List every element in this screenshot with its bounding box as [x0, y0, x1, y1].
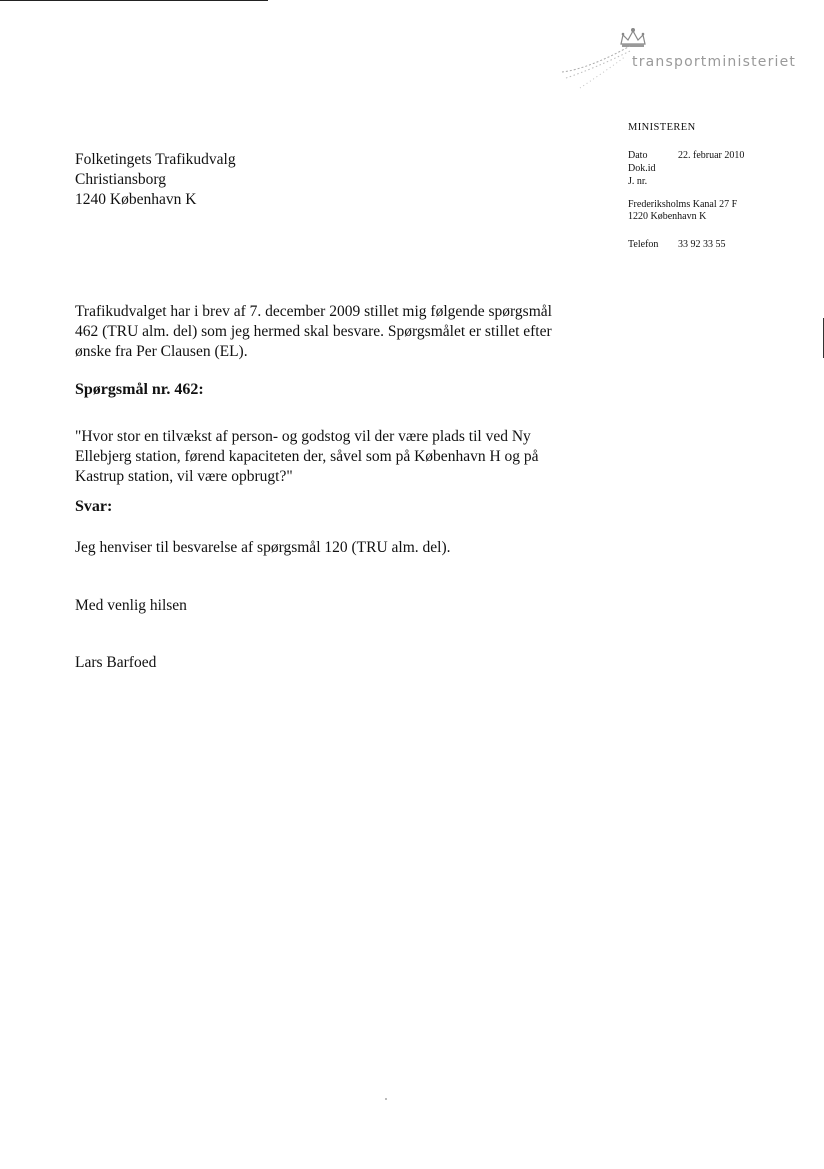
- logo-wordmark: transportministeriet: [632, 54, 797, 70]
- date-label: Dato: [628, 150, 648, 161]
- intro-line3: ønske fra Per Clausen (EL).: [75, 343, 248, 360]
- phone-value: 33 92 33 55: [678, 239, 726, 250]
- answer-text: Jeg henviser til besvarelse af spørgsmål 120 (TRU alm. del).: [75, 539, 451, 556]
- recipient-line1: Folketingets Trafikudvalg: [75, 151, 236, 168]
- phone-label: Telefon: [628, 239, 659, 250]
- scan-edge-line: [0, 0, 268, 1]
- question-line1: "Hvor stor en tilvækst af person- og godstog vil der være plads til ved Ny: [75, 428, 531, 445]
- scan-speck: [385, 1098, 387, 1100]
- intro-line1: Trafikudvalget har i brev af 7. december 2009 stillet mig følgende spørgsmål: [75, 303, 552, 320]
- sender-address-line2: 1220 København K: [628, 211, 707, 222]
- date-row: [628, 150, 744, 161]
- recipient-line3: 1240 København K: [75, 191, 197, 208]
- swoosh-icon: [560, 42, 640, 92]
- signature-name: Lars Barfoed: [75, 654, 157, 671]
- intro-paragraph: [75, 302, 575, 362]
- dokid-row: [628, 163, 678, 174]
- dokid-label: Dok.id: [628, 163, 656, 174]
- phone-row: [628, 239, 726, 250]
- question-line3: Kastrup station, vil være opbrugt?": [75, 468, 293, 485]
- sender-address-line1: Frederiksholms Kanal 27 F: [628, 199, 738, 210]
- answer-heading: Svar:: [75, 498, 113, 515]
- date-value: 22. februar 2010: [678, 150, 745, 161]
- recipient-line2: Christiansborg: [75, 171, 166, 188]
- closing-greeting: Med venlig hilsen: [75, 597, 187, 614]
- question-line2: Ellebjerg station, førend kapaciteten der, såvel som på København H og på: [75, 448, 539, 465]
- ministry-logo: [560, 26, 800, 96]
- jnr-label: J. nr.: [628, 176, 648, 187]
- question-paragraph: [75, 427, 575, 487]
- sender-title: MINISTEREN: [628, 122, 696, 133]
- intro-line2: 462 (TRU alm. del) som jeg hermed skal besvare. Spørgsmålet er stillet efter: [75, 323, 552, 340]
- jnr-row: [628, 176, 678, 187]
- recipient-address: [75, 150, 236, 210]
- question-heading: Spørgsmål nr. 462:: [75, 381, 204, 398]
